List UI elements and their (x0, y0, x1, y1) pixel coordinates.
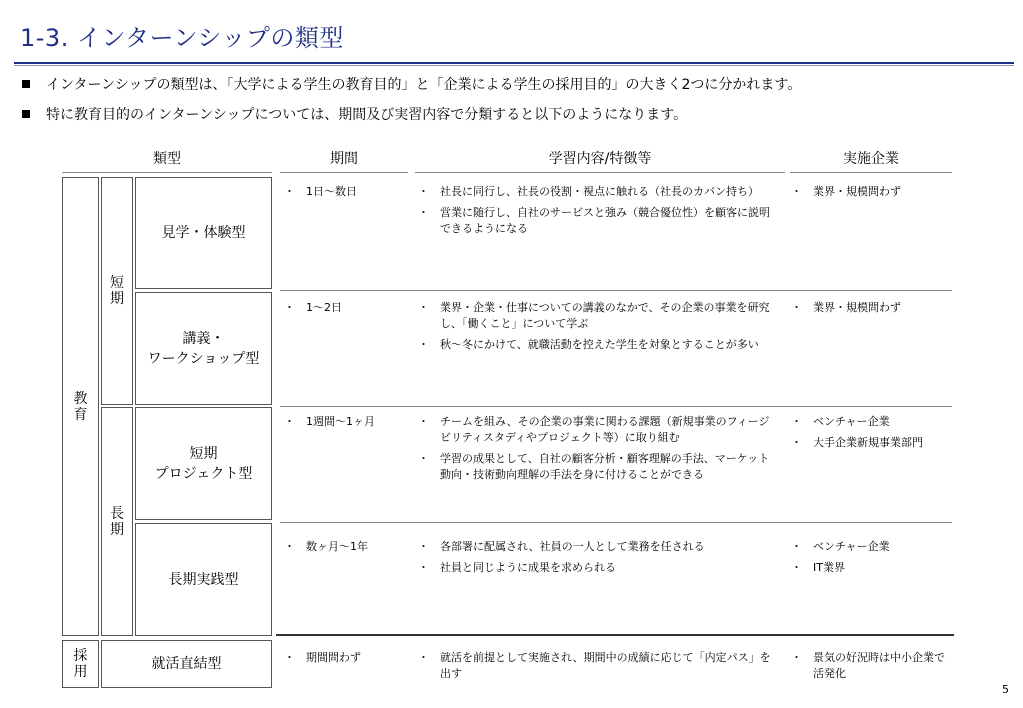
bullet-item (22, 104, 687, 124)
content-cell (416, 414, 778, 488)
period-text: 数ヶ月～1年 (306, 540, 368, 553)
page-number: 5 (1002, 683, 1009, 696)
period-text: 期間問わず (306, 651, 361, 664)
company-text: 業界・規模問わず (813, 301, 901, 314)
group-recruit-box (62, 640, 99, 688)
period-cell (282, 300, 408, 321)
dot-bullet-icon: ・ (418, 415, 429, 428)
period-cell (282, 539, 408, 560)
header-underline (790, 172, 952, 173)
page-title: 1-3. インターンシップの類型 (20, 24, 344, 52)
type-name-box (135, 523, 272, 636)
type-name: 短期 プロジェクト型 (154, 445, 253, 482)
company-text: ベンチャー企業 (813, 540, 890, 553)
dot-bullet-icon: ・ (791, 561, 802, 574)
bullet-text: 特に教育目的のインターンシップについては、期間及び実習内容で分類すると以下のようになります。 (46, 107, 688, 123)
dot-bullet-icon: ・ (284, 301, 295, 314)
company-text: 景気の好況時は中小企業で活発化 (813, 651, 945, 680)
dot-bullet-icon: ・ (418, 301, 429, 314)
header-content: 学習内容/特徴等 (548, 151, 652, 167)
period-cell (282, 414, 408, 435)
content-text: 各部署に配属され、社員の一人として業務を任される (440, 540, 705, 553)
header-type: 類型 (153, 151, 181, 167)
type-name-box (135, 292, 272, 405)
company-text: 大手企業新規事業部門 (813, 436, 923, 449)
content-cell (416, 184, 778, 242)
content-text: 社員と同じように成果を求められる (440, 561, 616, 574)
header-period: 期間 (330, 151, 358, 167)
type-name-box (135, 177, 272, 289)
bullet-text: インターンシップの類型は、「大学による学生の教育目的」と「企業による学生の採用目的」の大きく2つに分かれます。 (46, 77, 802, 93)
header-underline (280, 172, 408, 173)
period-cell (282, 184, 408, 205)
content-text: 学習の成果として、自社の顧客分析・顧客理解の手法、マーケット動向・技術動向理解の手法を身に付けることができる (440, 452, 770, 481)
dot-bullet-icon: ・ (791, 301, 802, 314)
type-name-box (101, 640, 272, 688)
row-separator-strong (276, 634, 954, 636)
content-cell (416, 539, 778, 581)
dot-bullet-icon: ・ (791, 651, 802, 664)
type-name: 長期実践型 (168, 571, 239, 588)
dot-bullet-icon: ・ (418, 651, 429, 664)
dot-bullet-icon: ・ (791, 540, 802, 553)
type-name-box (135, 407, 272, 520)
header-company: 実施企業 (843, 151, 899, 167)
content-cell (416, 300, 778, 358)
company-cell (789, 539, 949, 581)
row-separator (280, 290, 952, 291)
period-text: 1～2日 (306, 301, 342, 314)
company-cell (789, 414, 949, 456)
row-separator (280, 522, 952, 523)
dot-bullet-icon: ・ (418, 206, 429, 219)
type-name: 講義・ ワークショップ型 (147, 330, 260, 367)
type-name: 見学・体験型 (161, 225, 246, 241)
group-short-box (101, 177, 133, 405)
group-education-box (62, 177, 99, 636)
dot-bullet-icon: ・ (418, 540, 429, 553)
content-text: 就活を前提として実施され、期間中の成績に応じて「内定パス」を出す (440, 651, 771, 680)
header-underline (415, 172, 785, 173)
header-underline (62, 172, 272, 173)
dot-bullet-icon: ・ (284, 185, 295, 198)
period-text: 1週間～1ヶ月 (306, 415, 375, 428)
bullet-item (22, 74, 801, 94)
company-text: IT業界 (813, 561, 845, 574)
dot-bullet-icon: ・ (418, 452, 429, 465)
dot-bullet-icon: ・ (418, 561, 429, 574)
type-name: 就活直結型 (151, 656, 222, 672)
period-text: 1日～数日 (306, 185, 357, 198)
dot-bullet-icon: ・ (284, 651, 295, 664)
group-long-box (101, 407, 133, 636)
title-divider-thin (14, 65, 1014, 66)
dot-bullet-icon: ・ (418, 185, 429, 198)
group-education-label: 教育 (73, 390, 88, 423)
square-bullet-icon (22, 80, 30, 88)
dot-bullet-icon: ・ (284, 415, 295, 428)
group-recruit-label: 採用 (73, 648, 88, 680)
dot-bullet-icon: ・ (418, 338, 429, 351)
content-text: 社長に同行し、社長の役割・視点に触れる（社長のカバン持ち） (440, 185, 759, 198)
content-text: チームを組み、その企業の事業に関わる課題（新規事業のフィージビリティスタディやプロジェクト等）に取り組む (440, 415, 770, 444)
company-text: ベンチャー企業 (813, 415, 890, 428)
dot-bullet-icon: ・ (791, 436, 802, 449)
row-separator (280, 406, 952, 407)
content-cell (416, 650, 778, 687)
content-text: 秋～冬にかけて、就職活動を控えた学生を対象とすることが多い (440, 338, 759, 351)
square-bullet-icon (22, 110, 30, 118)
group-long-label: 長期 (110, 505, 124, 538)
company-cell (789, 650, 949, 687)
company-cell (789, 184, 949, 205)
group-short-label: 短期 (110, 275, 124, 307)
dot-bullet-icon: ・ (791, 185, 802, 198)
title-divider (14, 62, 1014, 64)
period-cell (282, 650, 408, 671)
company-cell (789, 300, 949, 321)
company-text: 業界・規模問わず (813, 185, 901, 198)
content-text: 業界・企業・仕事についての講義のなかで、その企業の事業を研究し、「働くこと」について学ぶ (440, 301, 770, 330)
content-text: 営業に随行し、自社のサービスと強み（競合優位性）を顧客に説明できるようになる (440, 206, 770, 235)
dot-bullet-icon: ・ (791, 415, 802, 428)
dot-bullet-icon: ・ (284, 540, 295, 553)
